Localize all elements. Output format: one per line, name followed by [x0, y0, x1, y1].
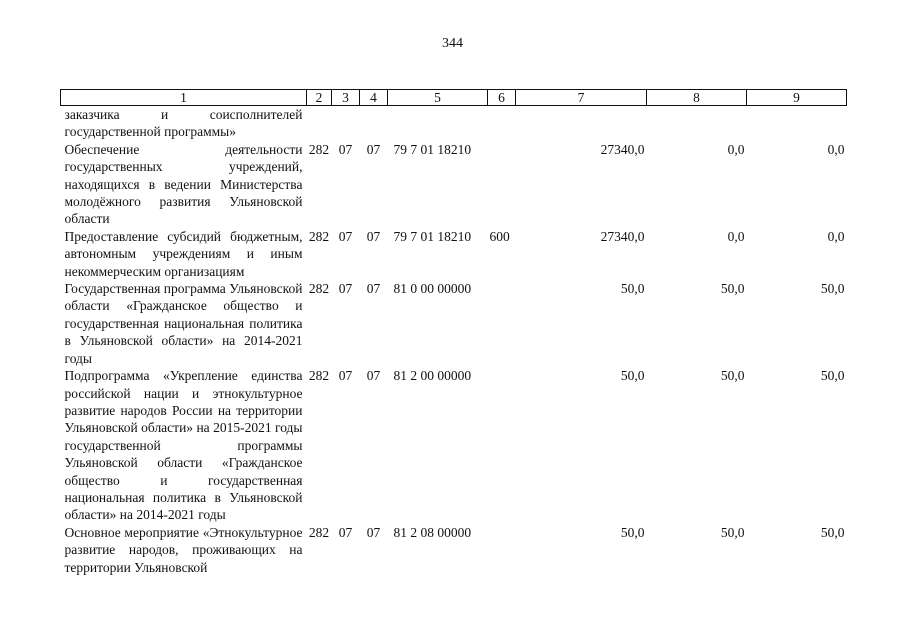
- section-code: 07: [338, 228, 353, 244]
- amount-col7: 27340,0: [600, 228, 645, 244]
- admin-code: 282: [308, 368, 330, 384]
- amount-col8: 0,0: [727, 228, 745, 244]
- subsection-code: 07: [366, 281, 381, 297]
- target-article-code: [388, 106, 488, 141]
- subsection-code: 07: [366, 141, 381, 157]
- amount-col8: 50,0: [720, 281, 745, 297]
- expense-type-code: [488, 106, 516, 141]
- column-header: 4: [360, 90, 388, 106]
- expense-type-code: [488, 524, 516, 576]
- amount-col9: [747, 106, 847, 141]
- column-header: 5: [388, 90, 488, 106]
- column-header: 6: [488, 90, 516, 106]
- section-code: 07: [338, 368, 353, 384]
- row-name: Государственная программа Ульяновской области «Гражданское общество и государственная национальная политика в Ульяновской области» на 2014-2021 годы: [64, 281, 303, 366]
- amount-col9: 50,0: [820, 368, 845, 384]
- column-header: 7: [516, 90, 647, 106]
- expense-type-code: [488, 141, 516, 228]
- table-row: [61, 280, 847, 367]
- target-article-code: 81 2 00 00000: [393, 368, 472, 384]
- subsection-code: 07: [366, 228, 381, 244]
- column-header: 8: [647, 90, 747, 106]
- row-name: Обеспечение деятельности государственных учреждений, находящихся в ведении Министерства молодёжного развития Ульяновской области: [64, 141, 303, 227]
- column-header: 3: [332, 90, 360, 106]
- admin-code: 282: [308, 228, 330, 244]
- amount-col8: [647, 106, 747, 141]
- target-article-code: 79 7 01 18210: [393, 141, 472, 157]
- column-number-row: [61, 90, 847, 106]
- row-name: Подпрограмма «Укрепление единства российской нации и этнокультурное развитие народов России на территории Ульяновской области» на 2015-2021 годы государственной программы Ульяновской области «Гражданское общество и государственная национальная политика в Ульяновской области» на 2014-2021 годы: [64, 368, 303, 523]
- amount-col9: 50,0: [820, 524, 845, 540]
- column-header: 9: [747, 90, 847, 106]
- amount-col7: [516, 106, 647, 141]
- table-row: [61, 141, 847, 228]
- page-number: 344: [442, 36, 463, 51]
- subsection-code: [360, 106, 388, 141]
- table-row: [61, 367, 847, 524]
- column-header: 1: [61, 90, 307, 106]
- section-code: 07: [338, 141, 353, 157]
- table-row: [61, 524, 847, 576]
- amount-col8: 0,0: [727, 141, 745, 157]
- section-code: [332, 106, 360, 141]
- admin-code: [307, 106, 332, 141]
- amount-col7: 27340,0: [600, 141, 645, 157]
- target-article-code: 81 2 08 00000: [393, 524, 472, 540]
- admin-code: 282: [308, 141, 330, 157]
- expense-type-code: [488, 280, 516, 367]
- target-article-code: 79 7 01 18210: [393, 228, 472, 244]
- column-header: 2: [307, 90, 332, 106]
- amount-col7: 50,0: [620, 524, 645, 540]
- amount-col7: 50,0: [620, 281, 645, 297]
- amount-col9: 50,0: [820, 281, 845, 297]
- expense-type-code: [488, 367, 516, 524]
- amount-col9: 0,0: [827, 141, 845, 157]
- amount-col8: 50,0: [720, 368, 745, 384]
- table-row: [61, 228, 847, 280]
- target-article-code: 81 0 00 00000: [393, 281, 472, 297]
- row-name: заказчика и соисполнителей государственной программы»: [64, 107, 303, 140]
- amount-col8: 50,0: [720, 524, 745, 540]
- subsection-code: 07: [366, 368, 381, 384]
- table-row: [61, 106, 847, 141]
- expense-type-code: 600: [489, 228, 510, 244]
- row-name: Основное мероприятие «Этнокультурное развитие народов, проживающих на территории Ульяновской: [64, 524, 303, 575]
- admin-code: 282: [308, 281, 330, 297]
- budget-table: [60, 89, 847, 576]
- section-code: 07: [338, 524, 353, 540]
- admin-code: 282: [308, 524, 330, 540]
- subsection-code: 07: [366, 524, 381, 540]
- row-name: Предоставление субсидий бюджетным, автономным учреждениям и иным некоммерческим организациям: [64, 228, 303, 279]
- amount-col7: 50,0: [620, 368, 645, 384]
- amount-col9: 0,0: [827, 228, 845, 244]
- section-code: 07: [338, 281, 353, 297]
